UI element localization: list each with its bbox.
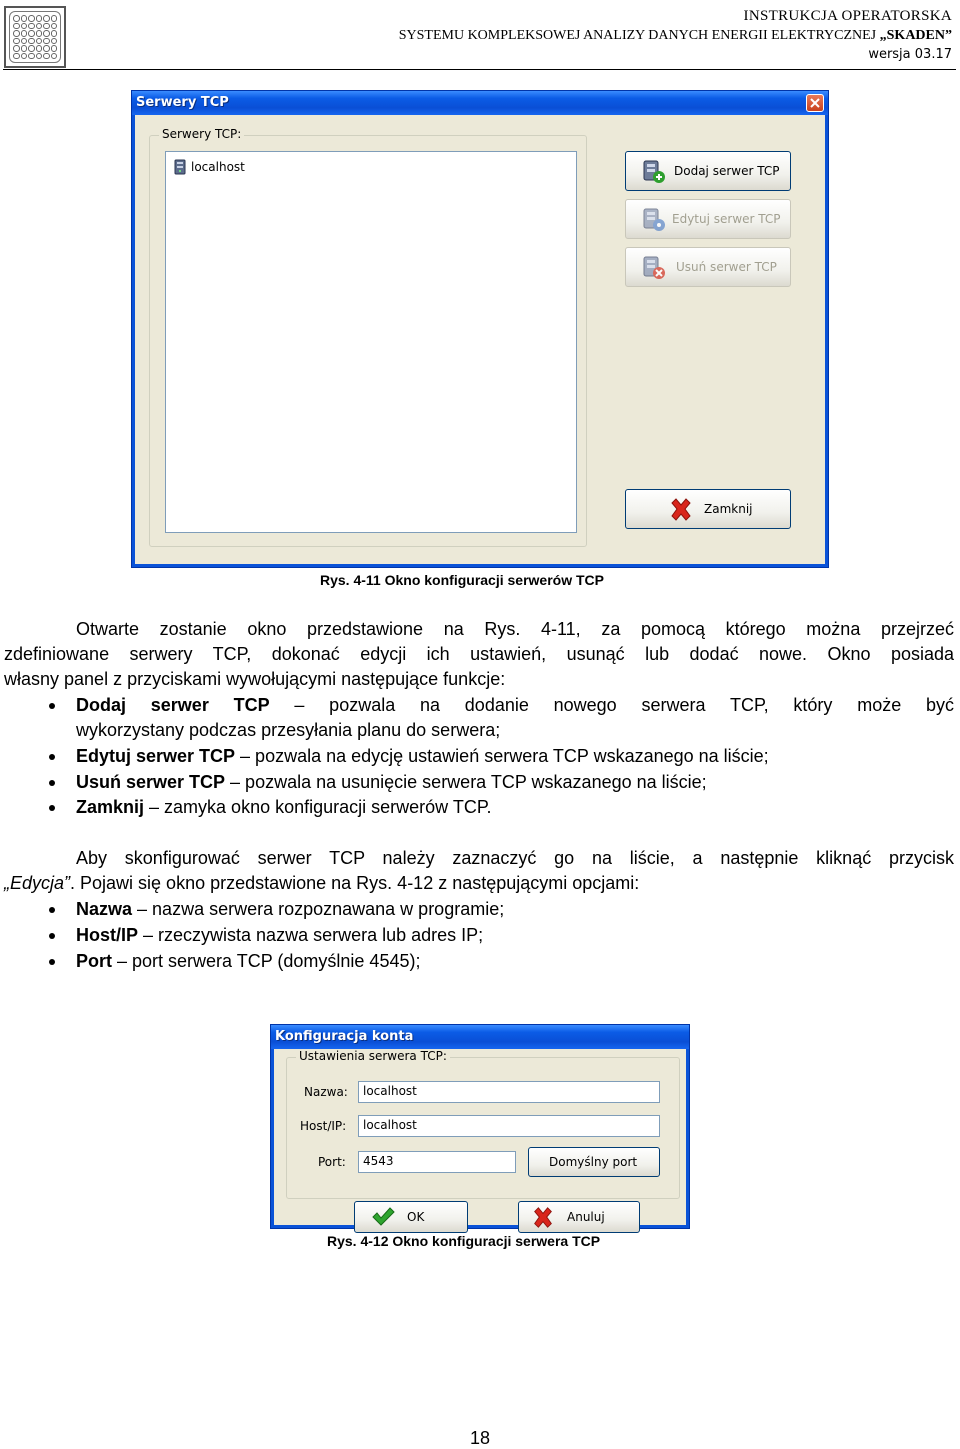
header-title-line1: INSTRUKCJA OPERATORSKA bbox=[743, 8, 952, 24]
window-title: Konfiguracja konta bbox=[275, 1029, 414, 1044]
remove-server-icon bbox=[640, 254, 666, 280]
close-icon bbox=[810, 98, 820, 108]
header-rule bbox=[3, 69, 956, 70]
paragraph-1-line1: Otwarte zostanie okno przedstawione na Rys. 4-11, za pomocą którego można przejrzeć bbox=[76, 619, 954, 639]
bullet-icon bbox=[49, 780, 55, 786]
bullet-close bbox=[76, 795, 492, 821]
paragraph-1-line3: własny panel z przyciskami wywołującymi następujące funkcje: bbox=[4, 669, 506, 689]
window-titlebar[interactable] bbox=[271, 1025, 689, 1049]
tcp-servers-window bbox=[131, 90, 829, 568]
company-logo bbox=[4, 6, 66, 68]
header-brand: „SKADEN” bbox=[879, 28, 952, 43]
window-close-button[interactable] bbox=[806, 94, 824, 112]
bullet-term: Zamknij bbox=[76, 797, 145, 817]
figure-caption-4-11: Rys. 4-11 Okno konfiguracji serwerów TCP bbox=[320, 572, 604, 588]
name-field[interactable]: localhost bbox=[358, 1081, 660, 1103]
bullet-icon bbox=[49, 907, 55, 913]
server-icon bbox=[172, 159, 188, 175]
bullet-text: – nazwa serwera rozpoznawana w programie; bbox=[132, 899, 505, 919]
default-port-label: Domyślny port bbox=[549, 1155, 638, 1169]
red-x-icon bbox=[668, 497, 694, 523]
close-button-label: Zamknij bbox=[704, 502, 753, 516]
account-config-window bbox=[270, 1024, 690, 1229]
bullet-term: Nazwa bbox=[76, 899, 133, 919]
page-number: 18 bbox=[469, 1428, 491, 1448]
add-server-icon bbox=[640, 158, 666, 184]
figure-caption-4-12: Rys. 4-12 Okno konfiguracji serwera TCP bbox=[327, 1233, 601, 1249]
bullet-text: – pozwala na dodanie nowego serwera TCP, który może być bbox=[269, 695, 955, 715]
paragraph-2-rest: . Pojawi się okno przedstawione na Rys. 4-12 z następującymi opcjami: bbox=[70, 873, 640, 893]
port-field[interactable]: 4543 bbox=[358, 1151, 516, 1173]
bullet-edit bbox=[76, 744, 769, 770]
tcp-settings-group-label: Ustawienia serwera TCP: bbox=[296, 1049, 450, 1063]
bullet-text: – zamyka okno konfiguracji serwerów TCP. bbox=[144, 797, 492, 817]
header-title-line2 bbox=[399, 28, 952, 44]
window-titlebar[interactable] bbox=[132, 91, 828, 115]
paragraph-2-line1: Aby skonfigurować serwer TCP należy zaznaczyć go na liście, a następnie kliknąć przycisk bbox=[76, 848, 954, 868]
edit-tcp-server-label: Edytuj serwer TCP bbox=[672, 212, 781, 226]
bullet-term: Port bbox=[76, 951, 112, 971]
bullet-icon bbox=[49, 959, 55, 965]
edit-button-reference: „Edycja” bbox=[4, 873, 71, 893]
bullet-icon bbox=[49, 933, 55, 939]
bullet-port bbox=[76, 949, 420, 975]
paragraph-2-line2 bbox=[4, 871, 639, 897]
ok-button-label: OK bbox=[407, 1210, 425, 1224]
edit-server-icon bbox=[640, 206, 666, 232]
servers-group-label: Serwery TCP: bbox=[159, 127, 244, 141]
remove-tcp-server-label: Usuń serwer TCP bbox=[676, 260, 777, 274]
ok-button[interactable] bbox=[354, 1201, 468, 1233]
bullet-add-line2: wykorzystany podczas przesyłania planu do serwera; bbox=[76, 720, 501, 740]
servers-list[interactable] bbox=[165, 151, 577, 533]
add-tcp-server-button[interactable] bbox=[625, 151, 791, 191]
bullet-remove bbox=[76, 770, 707, 796]
bullet-term: Edytuj serwer TCP bbox=[76, 746, 236, 766]
bullet-icon bbox=[49, 754, 55, 760]
list-item[interactable] bbox=[172, 158, 245, 176]
bullet-term: Usuń serwer TCP bbox=[76, 772, 226, 792]
cancel-button-label: Anuluj bbox=[567, 1210, 605, 1224]
remove-tcp-server-button[interactable] bbox=[625, 247, 791, 287]
port-field-label: Port: bbox=[318, 1155, 346, 1169]
window-title: Serwery TCP bbox=[136, 95, 229, 110]
bullet-add-line1 bbox=[76, 693, 954, 719]
default-port-button[interactable] bbox=[528, 1147, 660, 1177]
bullet-text: – port serwera TCP (domyślnie 4545); bbox=[112, 951, 421, 971]
paragraph-1-line2: zdefiniowane serwery TCP, dokonać edycji ich ustawień, usunąć lub dodać nowe. Okno posiada bbox=[4, 644, 954, 664]
edit-tcp-server-button[interactable] bbox=[625, 199, 791, 239]
bullet-text: – pozwala na usunięcie serwera TCP wskazanego na liście; bbox=[225, 772, 707, 792]
list-item-label: localhost bbox=[191, 160, 245, 174]
bullet-text: – rzeczywista nazwa serwera lub adres IP; bbox=[138, 925, 484, 945]
bullet-term: Host/IP bbox=[76, 925, 139, 945]
cancel-button[interactable] bbox=[518, 1201, 640, 1233]
host-ip-field[interactable]: localhost bbox=[358, 1115, 660, 1137]
bullet-text: – pozwala na edycję ustawień serwera TCP wskazanego na liście; bbox=[235, 746, 769, 766]
bullet-name bbox=[76, 897, 504, 923]
close-button[interactable] bbox=[625, 489, 791, 529]
header-version: wersja 03.17 bbox=[868, 47, 952, 62]
bullet-icon bbox=[49, 805, 55, 811]
bullet-term: Dodaj serwer TCP bbox=[76, 695, 270, 715]
add-tcp-server-label: Dodaj serwer TCP bbox=[674, 164, 780, 178]
green-check-icon bbox=[371, 1207, 395, 1227]
bullet-icon bbox=[49, 703, 55, 709]
red-x-icon bbox=[531, 1206, 555, 1230]
host-field-label: Host/IP: bbox=[300, 1119, 347, 1133]
header-system-name: SYSTEMU KOMPLEKSOWEJ ANALIZY DANYCH ENERGII ELEKTRYCZNEJ bbox=[398, 28, 880, 43]
name-field-label: Nazwa: bbox=[304, 1085, 348, 1099]
bullet-host bbox=[76, 923, 483, 949]
